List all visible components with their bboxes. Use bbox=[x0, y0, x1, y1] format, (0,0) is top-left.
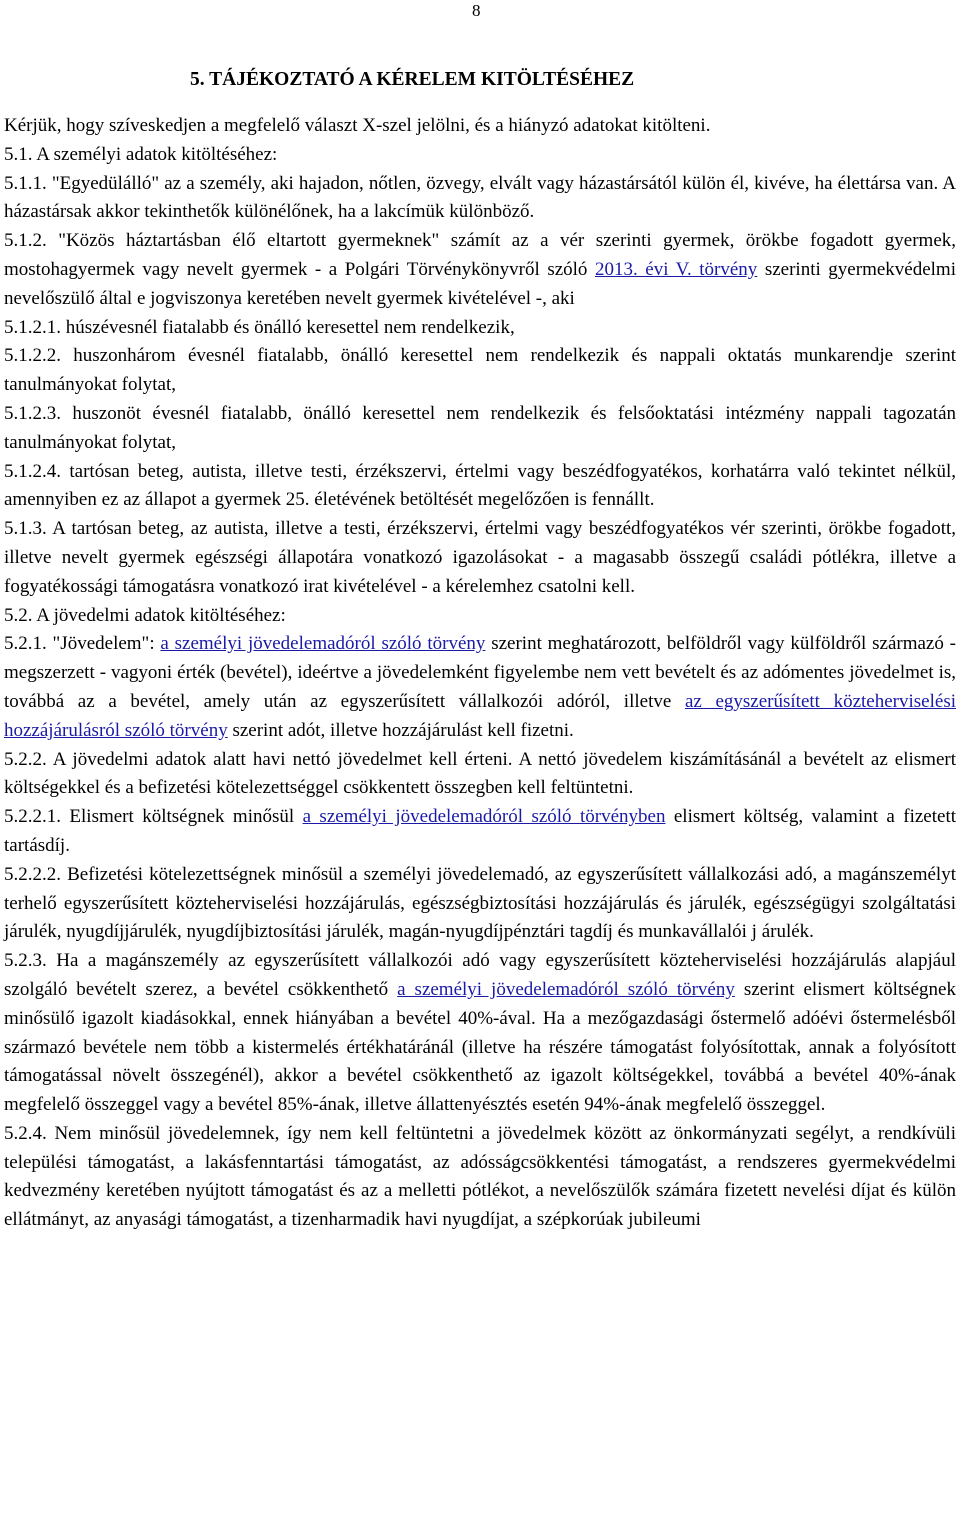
law-reference-link[interactable]: 2013. évi V. törvény bbox=[594, 258, 758, 280]
paragraph-text: Kérjük, hogy szíveskedjen a megfelelő választ X-szel jelölni, és a hiányzó adatokat kitölteni. bbox=[4, 115, 711, 136]
paragraph-text: 5.1.3. A tartósan beteg, az autista, illetve a testi, érzékszervi, értelmi vagy beszédfogyatékos vér szerinti, örökbe fogadott, illetve nevelt gyermek egészségi állapotára vonatkozó igazolásokat - a magasabb összegű családi pótlékra, illetve a fogyatékossági támogatásra vonatkozó irat kivételével - a kérelemhez csatolni kell. bbox=[4, 518, 956, 597]
law-reference-link[interactable]: a személyi jövedelemadóról szóló törvényben bbox=[302, 806, 666, 828]
paragraph-p5-2-2-1 bbox=[4, 803, 956, 861]
paragraph-text: 5.2.2.1. Elismert költségnek minősül bbox=[4, 806, 303, 828]
paragraph-p5-2-3 bbox=[4, 947, 956, 1120]
paragraph-text: 5.2.2.2. Befizetési kötelezettségnek minősül a személyi jövedelemadó, az egyszerűsített vállalkozási adó, a magánszemélyt terhelő egyszerűsített közteherviselési hozzájárulás, egészségbiztosítási hozzájárulás és járulék, egészségügyi szolgáltatási járulék, nyugdíjjárulék, nyugdíjbiztosítási járulék, magán-nyugdíjpénztári tagdíj és munkavállalói j árulék. bbox=[4, 863, 956, 943]
paragraph-text: 5.2.4. Nem minősül jövedelemnek, így nem kell feltüntetni a jövedelmek között az önkormányzati segélyt, a rendkívüli települési támogatást, a lakásfenntartási támogatást, az adósságcsökkentési támogatást, a rendszeres gyermekvédelmi kedvezmény keretében nyújtott támogatást és az a melletti pótlékot, a nevelőszülők számára fizetett nevelési díjat és külön ellátmányt, az anyasági támogatást, a tizenharmadik havi nyugdíjat, a szépkorúak jubileumi bbox=[4, 1122, 956, 1231]
paragraph-p5-2 bbox=[4, 602, 956, 631]
paragraph-p5-1-2-1 bbox=[4, 314, 956, 343]
paragraph-p5-1-2 bbox=[4, 227, 956, 313]
paragraph-text: 5.2. A jövedelmi adatok kitöltéséhez: bbox=[4, 604, 286, 626]
paragraph-text: 5.2.1. "Jövedelem": bbox=[4, 633, 161, 655]
paragraph-text: szerint elismert költségnek minősülő igazolt kiadásokkal, ennek hiányában a bevétel 40%-ával. Ha a mezőgazdasági őstermelő adóévi őstermelésből származó bevétele nem több a kistermelés értékhatáránál (illetve ha részére támogatást folyósítottak, annak a folyósított támogatással növelt összegénél), akkor a bevétel csökkenthető az igazolt költségekkel, továbbá a bevétel 40%-ának megfelelő összeggel vagy a bevétel 85%-ának, illetve állattenyésztés esetén 94%-ának megfelelő összeggel. bbox=[4, 978, 956, 1116]
paragraph-p5-1 bbox=[4, 141, 956, 170]
paragraph-text: 5.1.2.2. huszonhárom évesnél fiatalabb, önálló keresettel nem rendelkezik és nappali oktatás munkarendje szerint tanulmányokat folytat, bbox=[4, 345, 956, 396]
law-reference-link[interactable]: az egyszerűsített közteherviselési hozzájárulásról szóló törvény bbox=[4, 690, 956, 741]
law-reference-link[interactable]: a személyi jövedelemadóról szóló törvény bbox=[160, 633, 486, 655]
law-reference-link[interactable]: a személyi jövedelemadóról szóló törvény bbox=[397, 978, 735, 1000]
paragraph-text: 5.1.2.1. húszévesnél fiatalabb és önálló keresettel nem rendelkezik, bbox=[4, 316, 515, 338]
paragraph-p5-1-2-2 bbox=[4, 342, 956, 400]
paragraph-text: 5.1.2.3. huszonöt évesnél fiatalabb, önálló keresettel nem rendelkezik és felsőoktatási intézmény nappali tagozatán tanulmányokat folytat, bbox=[4, 402, 956, 453]
paragraph-p5-2-2-2 bbox=[4, 861, 956, 947]
paragraph-text: 5.2.3. Ha a magánszemély az egyszerűsített vállalkozói adó vagy egyszerűsített közteherviselési hozzájárulás alapjául szolgáló bevételt szerez, a bevétel csökkenthető bbox=[4, 950, 956, 1000]
paragraph-p5-1-3 bbox=[4, 515, 956, 601]
paragraph-text: 5.1.2.4. tartósan beteg, autista, illetve testi, érzékszervi, értelmi vagy beszédfogyatékos, korhatárra való tekintet nélkül, amennyiben ez az állapot a gyermek 25. életévének betöltését megelőzően is fennállt. bbox=[4, 460, 956, 511]
paragraph-text: 5.2.2. A jövedelmi adatok alatt havi nettó jövedelmet kell érteni. A nettó jövedelem kiszámításánál a bevételt az elismert költségekkel és a befizetési kötelezettséggel csökkentett összegben kell feltüntetni. bbox=[4, 748, 956, 799]
paragraph-intro bbox=[4, 112, 956, 141]
paragraph-text: szerinti gyermekvédelmi nevelőszülő által e jogviszonya keretében nevelt gyermek kivételével -, aki bbox=[4, 258, 956, 309]
page-number: 8 bbox=[472, 1, 481, 20]
paragraph-text: elismert költség, valamint a fizetett tartásdíj. bbox=[4, 806, 957, 856]
paragraph-p5-1-1 bbox=[4, 170, 956, 228]
paragraph-p5-2-2 bbox=[4, 746, 956, 804]
paragraph-p5-2-1 bbox=[4, 630, 956, 745]
paragraph-text: 5.1.1. "Egyedülálló" az a személy, aki hajadon, nőtlen, özvegy, elvált vagy házastársától külön él, kivéve, ha élettársa van. A házastársak akkor tekinthetők különélőnek, ha a lakcímük különböző. bbox=[4, 172, 956, 223]
document-body bbox=[4, 112, 956, 1235]
paragraph-text: 5.1. A személyi adatok kitöltéséhez: bbox=[4, 143, 278, 165]
paragraph-text: 5.1.2. "Közös háztartásban élő eltartott gyermeknek" számít az a vér szerinti gyermek, örökbe fogadott gyermek, mostohagyermek vagy nevelt gyermek - a Polgári Törvénykönyvről szóló bbox=[4, 230, 956, 280]
paragraph-text: szerint meghatározott, belföldről vagy külföldről származó - megszerzett - vagyoni érték (bevétel), ideértve a jövedelemként figyelembe nem vett bevételt és az adómentes jövedelmet is, továbbá az a bevétel, amely után az egyszerűsített vállalkozói adóról, illetve bbox=[4, 633, 956, 712]
paragraph-p5-2-4 bbox=[4, 1120, 956, 1235]
paragraph-p5-1-2-4 bbox=[4, 458, 956, 516]
paragraph-p5-1-2-3 bbox=[4, 400, 956, 458]
section-heading: 5. TÁJÉKOZTATÓ A KÉRELEM KITÖLTÉSÉHEZ bbox=[190, 69, 635, 90]
paragraph-text: szerint adót, illetve hozzájárulást kell fizetni. bbox=[227, 719, 574, 741]
